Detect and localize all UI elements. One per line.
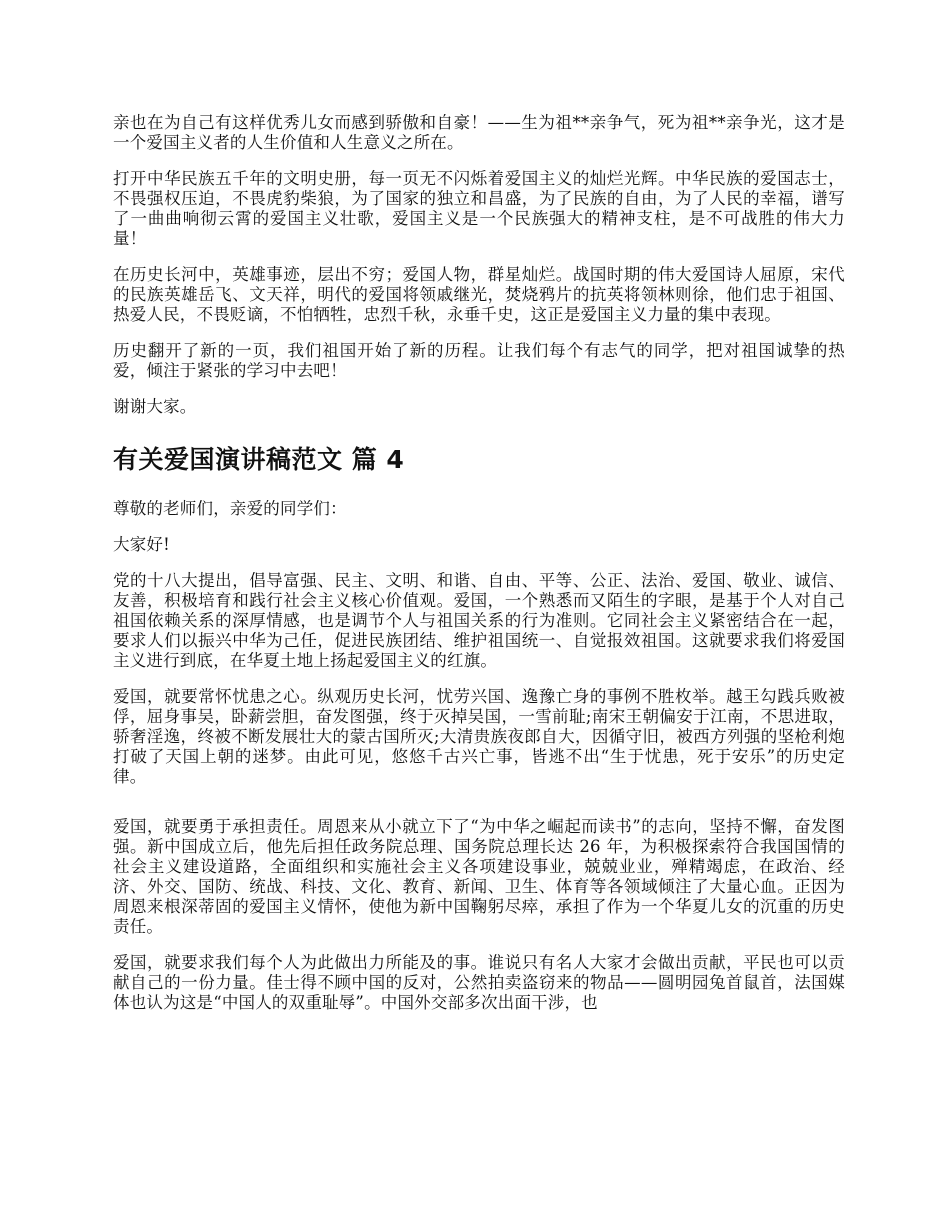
paragraph-2: 打开中华民族五千年的文明史册，每一页无不闪烁着爱国主义的灿烂光辉。中华民族的爱国志士，不畏强权压迫，不畏虎豹柴狼，为了国家的独立和昌盛，为了民族的自由，为了人民的幸福，谱写了一曲曲响彻云霄的爱国主义壮歌，爱国主义是一个民族强大的精神支柱，是不可战胜的伟大力量！	[113, 169, 845, 248]
paragraph-3: 在历史长河中，英雄事迹，层出不穷；爱国人物，群星灿烂。战国时期的伟大爱国诗人屈原，宋代的民族英雄岳飞、文天祥，明代的爱国将领戚继光，焚烧鸦片的抗英将领林则徐，他们忠于祖国、热爱人民，不畏贬谪，不怕牺牲，忠烈千秋，永垂千史，这正是爱国主义力量的集中表现。	[113, 265, 845, 324]
paragraph-4: 历史翻开了新的一页，我们祖国开始了新的历程。让我们每个有志气的同学，把对祖国诚挚的热爱，倾注于紧张的学习中去吧！	[113, 341, 845, 380]
paragraph-6: 党的十八大提出，倡导富强、民主、文明、和谐、自由、平等、公正、法治、爱国、敬业、诚信、友善，积极培育和践行社会主义核心价值观。爱国，一个熟悉而又陌生的字眼，是基于个人对自己祖国依赖关系的深厚情感，也是调节个人与祖国关系的行为准则。它同社会主义紧密结合在一起，要求人们以振兴中华为己任，促进民族团结、维护祖国统一、自觉报效祖国。这就要求我们将爱国主义进行到底，在华夏土地上扬起爱国主义的红旗。	[113, 571, 845, 670]
paragraph-5: 谢谢大家。	[113, 397, 197, 416]
paragraph-greeting: 尊敬的老师们，亲爱的同学们：	[113, 499, 347, 518]
paragraph-8: 爱国，就要勇于承担责任。周恩来从小就立下了“为中华之崛起而读书”的志向，坚持不懈，奋发图强。新中国成立后，他先后担任政务院总理、国务院总理长达 26 年，为积极探索符合我国国情的社会主义建设道路，全面组织和实施社会主义各项建设事业，兢兢业业，殚精竭虑，在政治、经济、外交、国防、统战、科技、文化、教育、新闻、卫生、体育等各领域倾注了大量心血。正因为周恩来根深蒂固的爱国主义情怀，使他为新中国鞠躬尽瘁，承担了作为一个华夏儿女的沉重的历史责任。	[113, 817, 845, 936]
paragraph-9: 爱国，就要求我们每个人为此做出力所能及的事。谁说只有名人大家才会做出贡献，平民也可以贡献自己的一份力量。佳士得不顾中国的反对，公然拍卖盗窃来的物品——圆明园兔首鼠首，法国媒体也认为这是“中国人的双重耻辱”。中国外交部多次出面干涉，也	[113, 953, 845, 1012]
section-heading: 有关爱国演讲稿范文 篇 4	[113, 445, 405, 474]
paragraph-7: 爱国，就要常怀忧患之心。纵观历史长河，忧劳兴国、逸豫亡身的事例不胜枚举。越王勾践兵败被俘，屈身事吴，卧薪尝胆，奋发图强，终于灭掉吴国，一雪前耻;南宋王朝偏安于江南，不思进取，骄奢淫逸，终被不断发展壮大的蒙古国所灭;大清贵族夜郎自大，因循守旧，被西方列强的坚枪利炮打破了天国上朝的迷梦。由此可见，悠悠千古兴亡事，皆逃不出“生于忧患，死于安乐”的历史定律。	[113, 687, 845, 786]
paragraph-1: 亲也在为自己有这样优秀儿女而感到骄傲和自豪！——生为祖**亲争气，死为祖**亲争光，这才是一个爱国主义者的人生价值和人生意义之所在。	[113, 113, 845, 152]
paragraph-hello: 大家好!	[113, 535, 170, 554]
document-page	[113, 113, 845, 1029]
